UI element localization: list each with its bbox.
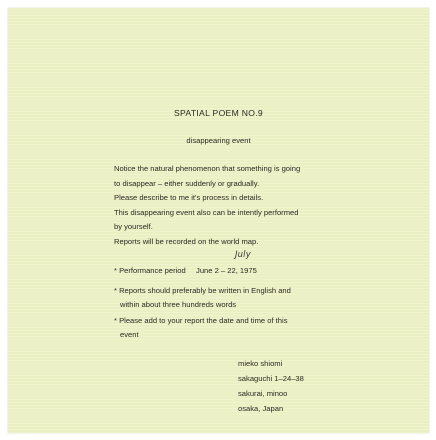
address-line: mieko shiomi bbox=[238, 359, 283, 368]
handwritten-month-correction: July bbox=[235, 249, 251, 259]
paragraph-line: to disappear – either suddenly or gradually. bbox=[114, 178, 260, 188]
paragraph-line: by yourself. bbox=[114, 222, 153, 232]
instruction-paragraph bbox=[114, 162, 414, 250]
address-line: sakurai, minoo bbox=[238, 389, 288, 398]
address-line: osaka, Japan bbox=[238, 404, 284, 413]
paragraph-line: This disappearing event also can be intently performed bbox=[114, 207, 299, 217]
paragraph-line: Please describe to me it's process in details. bbox=[114, 193, 264, 203]
reports-line: within about three hundreds words bbox=[120, 300, 237, 310]
add-date-note bbox=[114, 314, 414, 342]
poem-title: SPATIAL POEM NO.9 bbox=[174, 108, 263, 118]
performance-period bbox=[114, 264, 414, 278]
performance-label: * Performance period bbox=[114, 266, 186, 275]
poem-card bbox=[8, 8, 429, 433]
reports-note bbox=[114, 284, 414, 312]
address-line: sakaguchi 1–24–38 bbox=[238, 374, 304, 383]
paragraph-line: Notice the natural phenomenon that something is going bbox=[114, 164, 301, 173]
sender-address bbox=[238, 356, 304, 416]
add-date-line: event bbox=[120, 330, 139, 340]
reports-line: * Reports should preferably be written in English and bbox=[114, 286, 291, 295]
performance-dates: June 2 – 22, 1975 bbox=[196, 266, 257, 275]
poem-subtitle: disappearing event bbox=[186, 136, 251, 145]
add-date-line: * Please add to your report the date and time of this bbox=[114, 316, 288, 325]
paragraph-line: Reports will be recorded on the world map. bbox=[114, 236, 259, 246]
performance-line bbox=[114, 264, 414, 278]
